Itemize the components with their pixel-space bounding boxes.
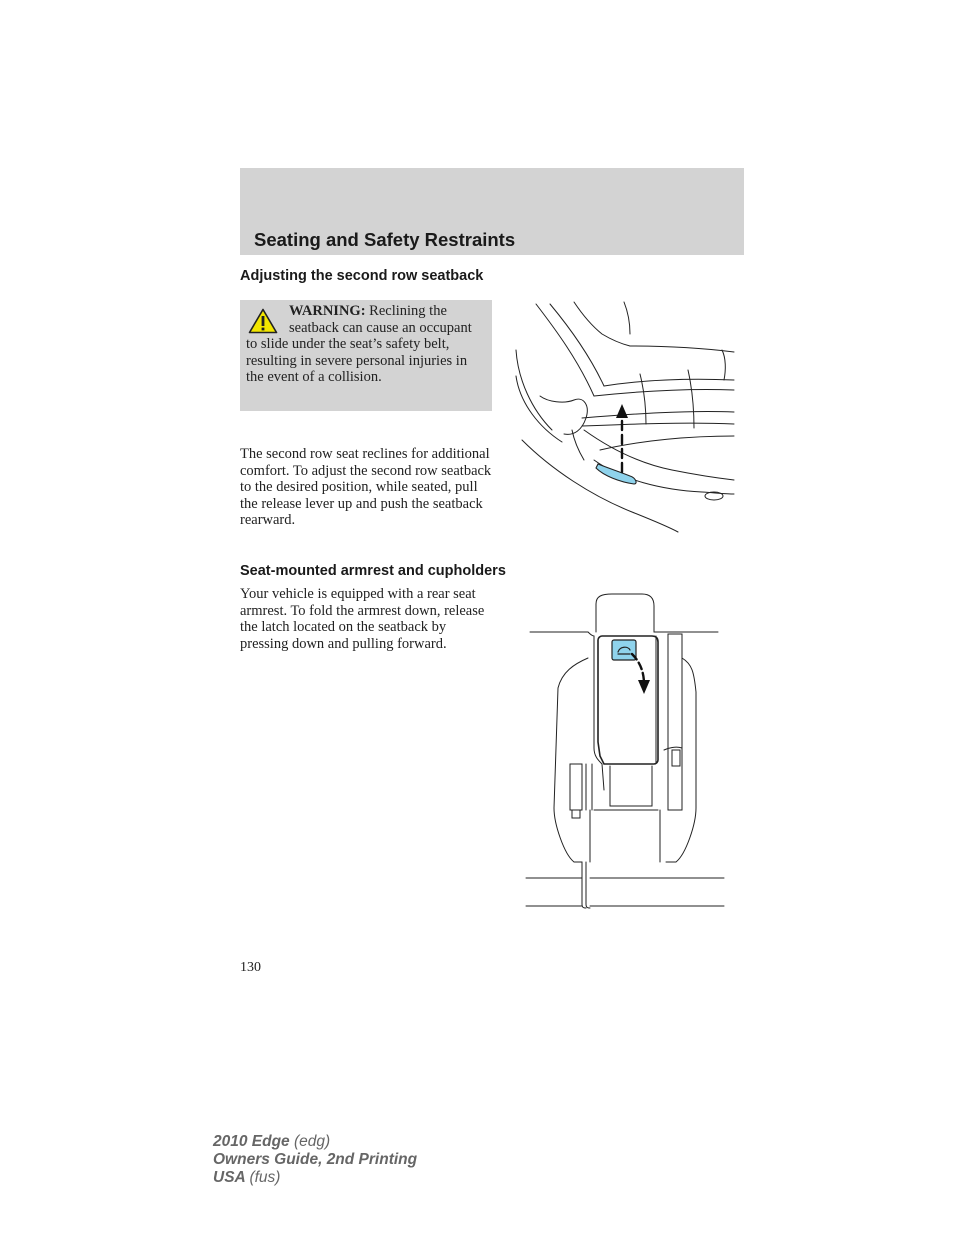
warning-box: [240, 300, 492, 411]
armrest-latch-illustration: [524, 592, 726, 910]
document-footer: [213, 1133, 417, 1187]
seatback-instructions: The second row seat reclines for additional comfort. To adjust the second row seatback to the desired position, while seated, pull the release lever up and push the seatback rearward.: [240, 446, 492, 528]
section-header-band: [240, 168, 744, 255]
warning-message: Reclining the seatback can cause an occupant to slide under the seat’s safety belt, resulting in severe personal injuries in the event of a collision.: [246, 303, 472, 385]
warning-paragraph: [246, 303, 486, 386]
section-title: Seating and Safety Restraints: [254, 229, 516, 250]
seatback-recline-illustration: [512, 300, 740, 534]
footer-market: USA: [213, 1169, 246, 1186]
footer-market-code: (fus): [249, 1169, 281, 1186]
footer-model-code: (edg): [294, 1133, 331, 1150]
warning-label: WARNING:: [289, 303, 366, 319]
armrest-instructions: Your vehicle is equipped with a rear seat armrest. To fold the armrest down, release the latch located on the seatback by pressing down and pulling forward.: [240, 586, 485, 652]
heading-armrest-cupholders: Seat-mounted armrest and cupholders: [240, 563, 506, 579]
footer-line-model: [213, 1133, 417, 1151]
footer-line-guide: Owners Guide, 2nd Printing: [213, 1151, 418, 1168]
page-number: 130: [240, 960, 261, 975]
footer-model: 2010 Edge: [213, 1133, 290, 1150]
footer-line-market: [213, 1169, 417, 1187]
heading-adjusting-seatback: Adjusting the second row seatback: [240, 268, 484, 284]
